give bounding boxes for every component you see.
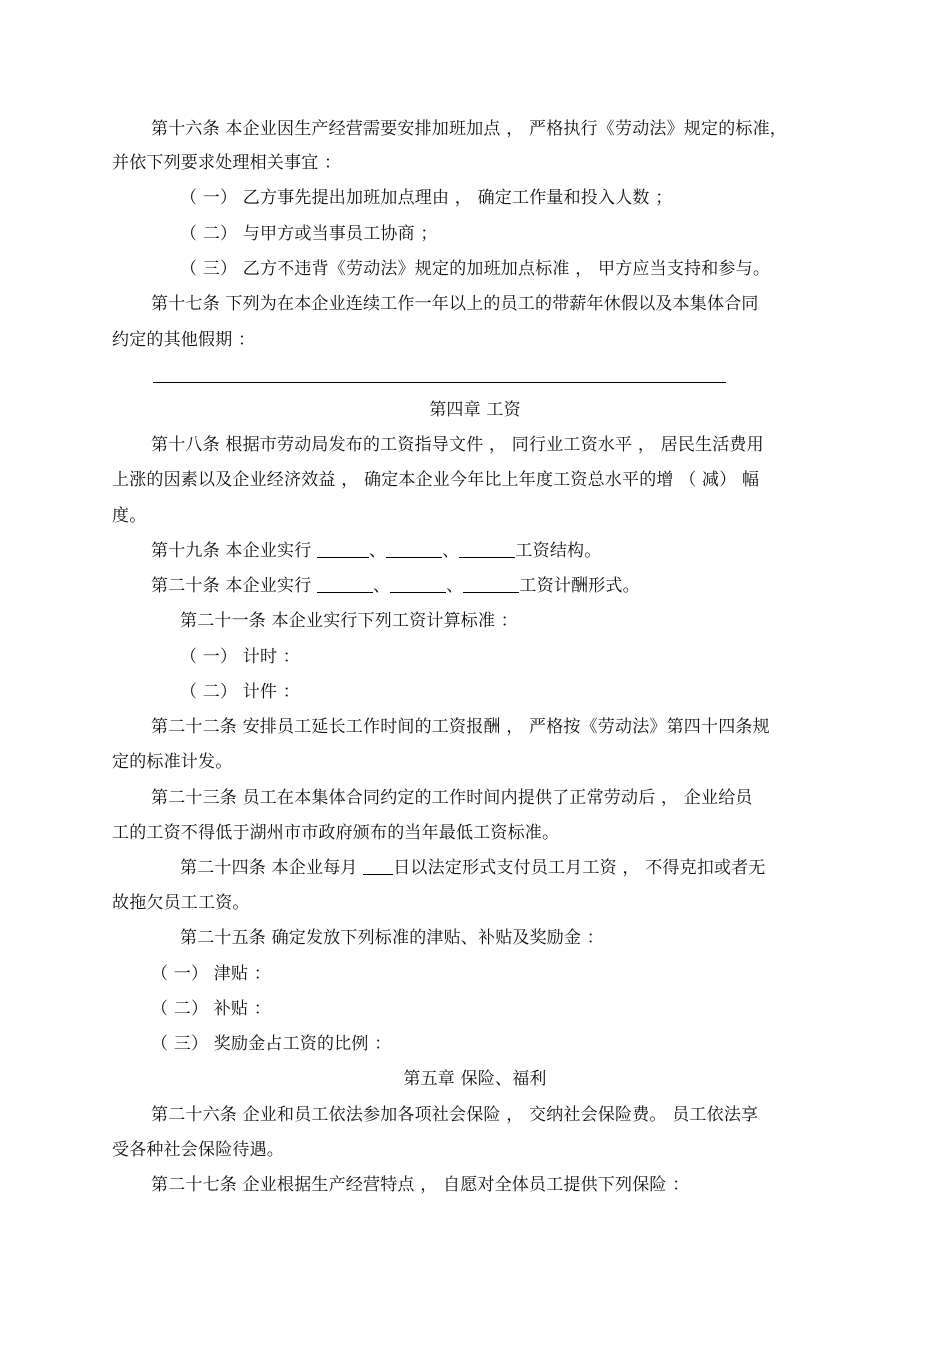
chapter-4-heading: 第四章 工资 xyxy=(429,400,521,420)
article-18-line-3: 度。 xyxy=(112,506,147,526)
article-21-item-1: （ 一） 计时 ： xyxy=(180,647,301,667)
separator: 、 xyxy=(446,576,464,596)
chapter-5-heading: 第五章 保险、福利 xyxy=(403,1069,547,1089)
article-21-item-2: （ 二） 计件 ： xyxy=(180,682,301,702)
article-25-item-2: （ 二） 补贴 ： xyxy=(151,999,272,1019)
article-27-line: 第二十七条 企业根据生产经营特点 ， 自愿对全体员工提供下列保险 ： xyxy=(151,1175,690,1195)
article-25-item-3: （ 三） 奖励金占工资的比例 ： xyxy=(151,1034,392,1054)
article-23-line-2: 工的工资不得低于湖州市市政府颁布的当年最低工资标准。 xyxy=(112,823,560,843)
article-18-line-1: 第十八条 根据市劳动局发布的工资指导文件 ， 同行业工资水平 ， 居民生活费用 xyxy=(151,435,764,455)
article-24-line-1 xyxy=(180,856,766,880)
separator: 、 xyxy=(373,576,391,596)
article-26-line-2: 受各种社会保险待遇。 xyxy=(112,1140,284,1160)
blank-field xyxy=(317,539,369,558)
blank-field xyxy=(363,856,393,875)
article-18-line-2: 上涨的因素以及企业经济效益 ， 确定本企业今年比上年度工资总水平的增 （ 减） 幅 xyxy=(112,470,760,490)
article-17-line-2: 约定的其他假期 ： xyxy=(112,330,256,350)
article-21-line: 第二十一条 本企业实行下列工资计算标准 ： xyxy=(180,611,519,631)
article-20-prefix: 第二十条 本企业实行 xyxy=(151,576,318,596)
article-16-line-1: 第十六条 本企业因生产经营需要安排加班加点 ， 严格执行《劳动法》规定的标准， xyxy=(151,119,788,139)
article-20-suffix: 工资计酬形式。 xyxy=(519,576,640,596)
article-24-prefix: 第二十四条 本企业每月 xyxy=(180,858,364,878)
blank-field xyxy=(459,539,515,558)
article-16-item-3: （ 三） 乙方不违背《劳动法》规定的加班加点标准 ， 甲方应当支持和参与。 xyxy=(180,259,771,279)
blank-field xyxy=(463,574,519,593)
separator: 、 xyxy=(369,541,387,561)
horizontal-rule xyxy=(153,382,726,383)
article-19-suffix: 工资结构。 xyxy=(515,541,602,561)
article-20-line xyxy=(151,574,640,598)
article-19-prefix: 第十九条 本企业实行 xyxy=(151,541,318,561)
article-22-line-1: 第二十二条 安排员工延长工作时间的工资报酬 ， 严格按《劳动法》第四十四条规 xyxy=(151,717,770,737)
article-19-line xyxy=(151,539,601,563)
article-24-line-2: 故拖欠员工工资。 xyxy=(112,893,250,913)
article-26-line-1: 第二十六条 企业和员工依法参加各项社会保险 ， 交纳社会保险费。 员工依法享 xyxy=(151,1105,759,1125)
article-25-line: 第二十五条 确定发放下列标准的津贴、补贴及奖励金 ： xyxy=(180,928,605,948)
blank-field xyxy=(386,539,442,558)
article-16-line-2: 并依下列要求处理相关事宜 ： xyxy=(112,153,342,173)
article-23-line-1: 第二十三条 员工在本集体合同约定的工作时间内提供了正常劳动后 ， 企业给员 xyxy=(151,788,753,808)
blank-field xyxy=(390,574,446,593)
article-22-line-2: 定的标准计发。 xyxy=(112,752,233,772)
article-17-line-1: 第十七条 下列为在本企业连续工作一年以上的员工的带薪年休假以及本集体合同 xyxy=(151,294,759,314)
article-16-item-2: （ 二） 与甲方或当事员工协商 ； xyxy=(180,224,438,244)
article-25-item-1: （ 一） 津贴 ： xyxy=(151,964,272,984)
article-16-item-1: （ 一） 乙方事先提出加班加点理由 ， 确定工作量和投入人数 ； xyxy=(180,188,673,208)
article-24-suffix: 日以法定形式支付员工月工资 ， 不得克扣或者无 xyxy=(393,858,766,878)
separator: 、 xyxy=(442,541,460,561)
blank-field xyxy=(317,574,373,593)
